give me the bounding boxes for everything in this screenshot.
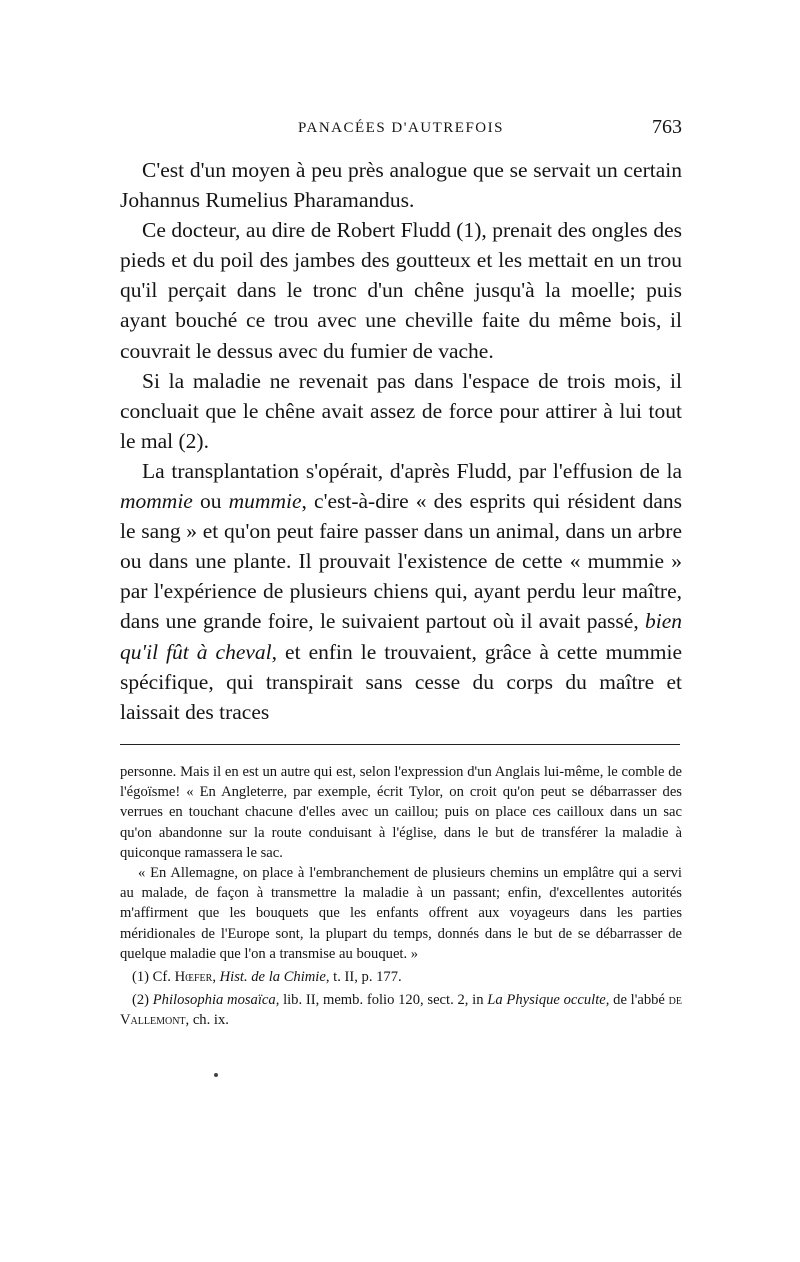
footnote-separator (120, 744, 680, 745)
paragraph-2: Ce docteur, au dire de Robert Fludd (1), prenait des ongles des pieds et du poil des jambes des goutteux et les mettait en un trou qu'il perçait dans le tronc d'un chêne jusqu'à la moelle; puis ayant bouché ce trou avec une cheville faite du même bois, il couvrait le dessus avec du fumier de vache. (120, 218, 682, 363)
note-paragraph: « En Allemagne, on place à l'embranchement de plusieurs chemins un emplâtre qui a servi au malade, de façon à transmettre la maladie à un passant; enfin, d'excellentes autorités m'affirment que les bouquets que les enfants offrent aux voyageurs dans les parties méridionales de l'Europe sont, la plupart du temps, donnés dans le but de se débarrasser de quelque maladie que l'on a transmise au bouquet. » (120, 865, 682, 962)
paragraph-3: Si la maladie ne revenait pas dans l'espace de trois mois, il concluait que le chêne avait assez de force pour attirer à lui tout le mal (2). (120, 368, 682, 453)
paragraph-4-text: ou (192, 489, 229, 514)
footnote-1-rest: , t. II, p. 177. (325, 969, 402, 986)
footnote-1-title: Hist. de la Chimie (219, 969, 326, 986)
footnote-2-mid: , lib. II, memb. folio 120, sect. 2, in (275, 992, 488, 1009)
footnotes (120, 762, 682, 1031)
footnote-1-marker: (1) Cf. (132, 969, 175, 986)
italic-phrase: bien qu'il fût à cheval (120, 609, 682, 664)
paragraph-4-text: , c'est-à-dire « des esprits qui résident dans le sang » et qu'on peut faire passer dans un animal, dans un arbre ou dans une plante. Il prouvait l'existence de cette « mummie » par l'expérience de plusieurs chiens qui, ayant perdu leur maître, dans une grande foire, le suivaient partout où il avait passé, (120, 489, 682, 634)
italic-term: mommie (120, 489, 193, 514)
footnote-2-rest: , ch. ix. (185, 1012, 229, 1029)
footnote-2-mid-2: , de l'abbé (605, 992, 669, 1009)
paragraph-4 (120, 456, 682, 727)
footnote-2-author: de Vallemont (120, 992, 682, 1029)
footnote-1-sep: , (212, 969, 220, 986)
footnote-1 (120, 967, 682, 987)
note-continuation: personne. Mais il en est un autre qui est, selon l'expression d'un Anglais lui-même, le comble de l'égoïsme! « En Angleterre, par exemple, écrit Tylor, on croit qu'on peut se débarrasser des verrues en touchant chacune d'elles avec un caillou; puis on place ces cailloux dans un sac qu'on abandonne sur la route conduisant à l'église, dans le but de transférer la maladie à quiconque ramassera le sac. (120, 764, 682, 861)
italic-term: mummie (228, 489, 302, 514)
footnote-2-marker: (2) (132, 992, 153, 1009)
paragraph-4-text: , et enfin le trouvaient, grâce à cette mummie spécifique, qui transpirait sans cesse du corps du maître et laissait des traces (120, 639, 683, 724)
footnote-2-title-2: La Physique occulte (487, 992, 606, 1009)
footnote-2-title: Philosophia mosaïca (152, 992, 276, 1009)
page-header (120, 116, 682, 142)
ink-speck (214, 1073, 218, 1077)
footnote-1-author: Hœfer (174, 969, 213, 986)
running-title: PANACÉES D'AUTREFOIS (298, 120, 504, 136)
page-number: 763 (652, 116, 682, 138)
main-text (120, 155, 682, 727)
paragraph-4-text: La transplantation s'opérait, d'après Fludd, par l'effusion de la (142, 458, 682, 483)
footnote-2 (120, 990, 682, 1030)
paragraph-1: C'est d'un moyen à peu près analogue que se servait un certain Johannus Rumelius Pharamandus. (120, 158, 682, 213)
